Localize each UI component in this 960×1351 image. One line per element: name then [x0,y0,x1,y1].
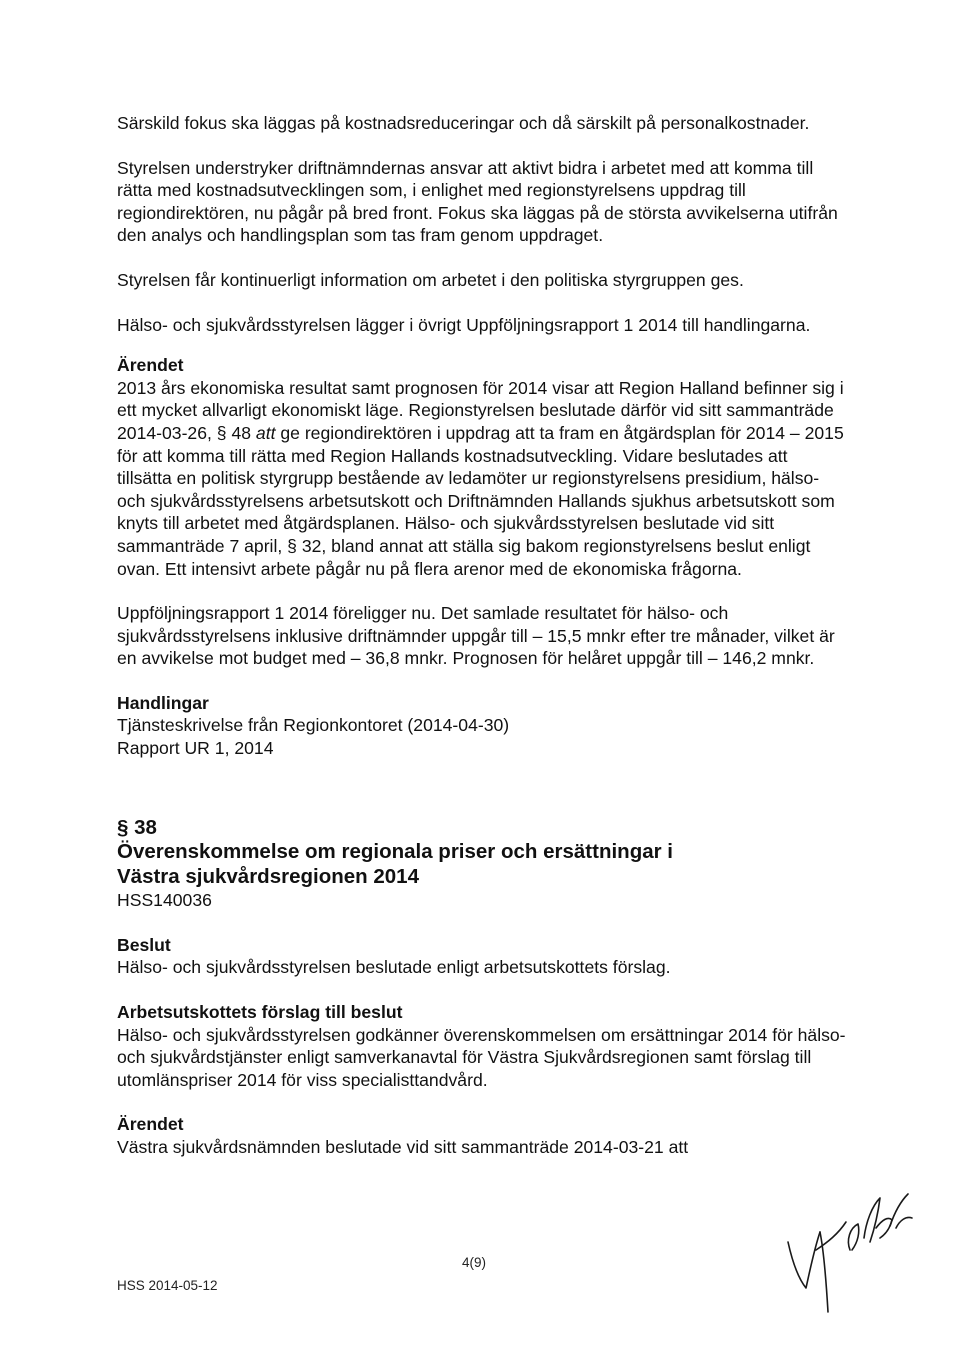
section-title-line-1: Överenskommelse om regionala priser och ersättningar i [117,840,673,864]
footer-doc-id: HSS 2014-05-12 [117,1278,218,1293]
paragraph-forslag: Hälso- och sjukvårdsstyrelsen godkänner överenskommelsen om ersättningar 2014 för hälso- och sjukvårdstjänster enligt samverkanavtal för Västra Sjukvårdsregionen samt förslag till utomlänspriser 2014 för viss specialisttandvård. [117,1024,846,1090]
heading-forslag: Arbetsutskottets förslag till beslut [117,1001,403,1022]
handlingar-line-1: Tjänsteskrivelse från Regionkontoret (2014-04-30) [117,715,510,736]
section-title-line-2: Västra sjukvårdsregionen 2014 [117,864,419,888]
paragraph-fokus: Särskild fokus ska läggas på kostnadsreduceringar och då särskilt på personalkostnader. [117,113,810,133]
section-38-heading [117,816,847,890]
arendet-text-a: 2013 års ekonomiska resultat samt prognosen för 2014 visar att Region Halland befinner sig i ett mycket allvarligt ekonomiskt läge. Regionstyrelsen beslutade därför vid sitt sammanträde 2014-03-26, § 48 [117,377,844,443]
handlingar-line-2: Rapport UR 1, 2014 [117,738,274,759]
paragraph-arendet-2: Uppföljningsrapport 1 2014 föreligger nu. Det samlade resultatet för hälso- och sjukvårdsstyrelsens inklusive driftnämnder uppgår till – 15,5 mnkr efter tre månader, vilket är en avvikelse mot budget med – 36,8 mnkr. Prognosen för helåret uppgår till – 146,2 mnkr. [117,603,835,669]
paragraph-styrelsen-understryker: Styrelsen understryker driftnämndernas ansvar att aktivt bidra i arbetet med att komma till rätta med kostnadsutvecklingen som, i enlighet med regionstyrelsens uppdrag till regiondirektören, nu pågår på bred front. Fokus ska läggas på de största avvikelserna utifrån den analys och handlingsplan som tas fram genom uppdraget. [117,157,838,246]
case-id: HSS140036 [117,890,212,911]
paragraph-beslut: Hälso- och sjukvårdsstyrelsen beslutade enligt arbetsutskottets förslag. [117,957,671,978]
signature-icon [780,1180,930,1330]
heading-handlingar: Handlingar [117,692,209,713]
arendet-text-att: att [255,422,276,443]
page-number: 4(9) [462,1255,487,1270]
paragraph-arendet-1 [117,377,847,580]
section-number: § 38 [117,815,157,839]
paragraph-handlingarna: Hälso- och sjukvårdsstyrelsen lägger i övrigt Uppföljningsrapport 1 2014 till handlingarna. [117,314,811,335]
arendet-text-b: ge regiondirektören i uppdrag att ta fram en åtgärdsplan för 2014 – 2015 för att komma till rätta med Region Hallands kostnadsutveckling. Vidare beslutades att tillsätta en politisk styrgrupp bestående av ledamöter ur regionstyrelsens presidium, hälso- och sjukvårdsstyrelsens arbetsutskott och Driftnämnden Hallands sjukhus arbetsutskott som knyts till arbetet med åtgärdsplanen. Hälso- och sjukvårdsstyrelsen beslutade vid sitt sammanträde 7 april, § 32, bland annat att ställa sig bakom regionstyrelsens beslut enligt ovan. Ett intensivt arbete pågår nu på flera arenor med de ekonomiska frågorna. [117,422,844,579]
heading-arendet-2: Ärendet [117,1114,184,1135]
paragraph-arendet-3: Västra sjukvårdsnämnden beslutade vid sitt sammanträde 2014-03-21 att [117,1136,689,1157]
heading-beslut: Beslut [117,934,171,955]
paragraph-styrelsen-information: Styrelsen får kontinuerligt information om arbetet i den politiska styrgruppen ges. [117,269,744,290]
document-body [117,112,847,1159]
heading-arendet: Ärendet [117,355,184,376]
